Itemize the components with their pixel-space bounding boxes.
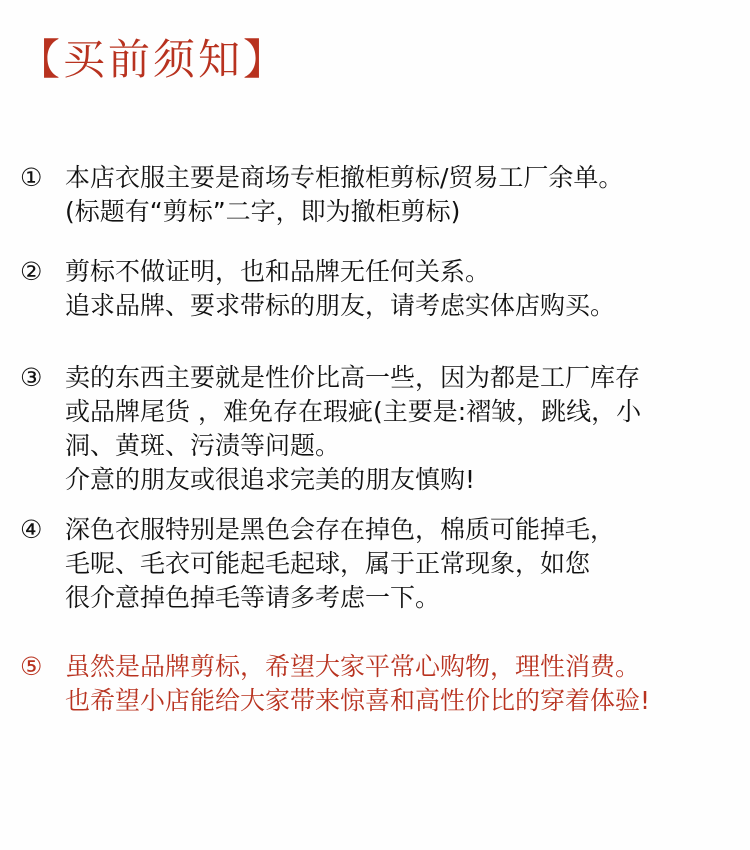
item-number: ⑤ (20, 652, 43, 681)
item-number: ④ (20, 515, 43, 544)
item-line: 或品牌尾货 ，难免存在瑕疵(主要是:褶皱，跳线，小 (65, 397, 642, 426)
item-line: 剪标不做证明，也和品牌无任何关系。 (65, 257, 491, 286)
item-line: 卖的东西主要就是性价比高一些，因为都是工厂库存 (65, 363, 641, 392)
item-line: 深色衣服特别是黑色会存在掉色，棉质可能掉毛， (65, 515, 616, 544)
item-number: ② (20, 257, 43, 286)
item-text (65, 361, 641, 497)
item-line: 介意的朋友或很追求完美的朋友慎购! (65, 465, 476, 494)
item-number: ③ (20, 363, 43, 392)
page-title: 【买前须知】 (18, 35, 289, 84)
item-line: 洞、黄斑、污渍等问题。 (65, 431, 341, 460)
item-line: 毛呢、毛衣可能起毛起球，属于正常现象，如您 (65, 549, 591, 578)
item-text (65, 255, 615, 323)
item-line: 也希望小店能给大家带来惊喜和高性价比的穿着体验! (65, 686, 651, 715)
item-text (65, 650, 650, 718)
item-number: ① (20, 163, 43, 192)
item-line: 追求品牌、要求带标的朋友，请考虑实体店购买。 (65, 291, 616, 320)
item-text (65, 513, 615, 615)
item-line: 很介意掉色掉毛等请多考虑一下。 (65, 583, 441, 612)
item-line: 虽然是品牌剪标，希望大家平常心购物，理性消费。 (65, 652, 641, 681)
item-line: 本店衣服主要是商场专柜撤柜剪标/贸易工厂余单。 (65, 163, 624, 192)
item-line: (标题有“剪标”二字，即为撤柜剪标) (65, 197, 461, 226)
item-text (65, 161, 623, 229)
